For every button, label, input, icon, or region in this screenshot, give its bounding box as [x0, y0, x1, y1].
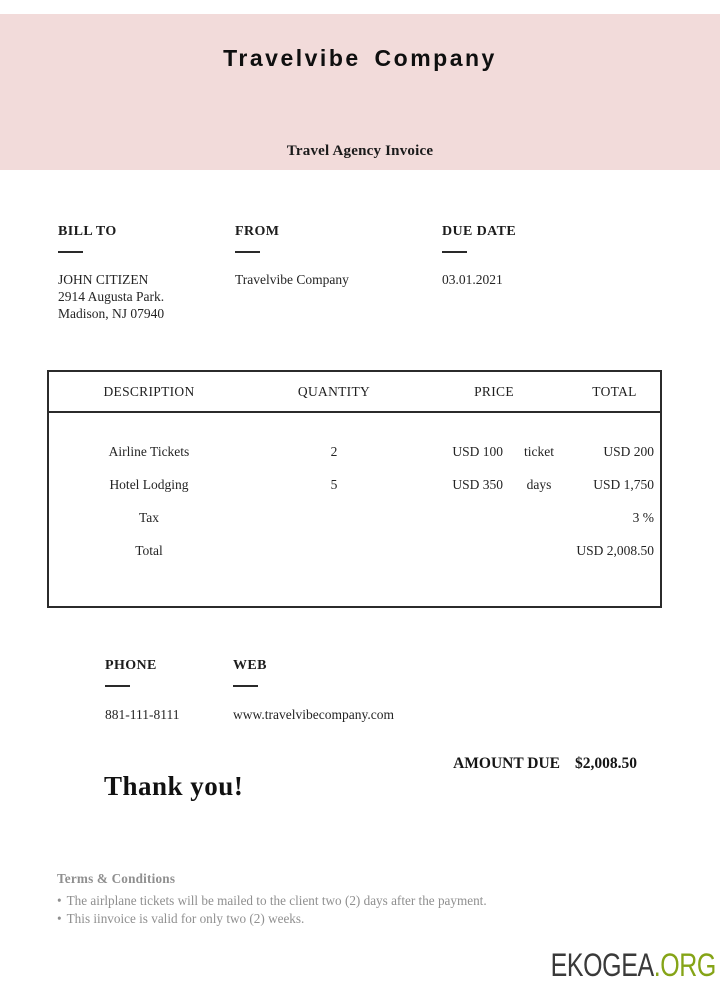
- terms-item: [57, 892, 487, 910]
- cell-unit: ticket: [524, 443, 554, 459]
- from-section: [235, 224, 425, 288]
- terms-item-text: This iinvoice is valid for only two (2) weeks.: [66, 911, 305, 926]
- thank-you-text: Thank you!: [104, 771, 244, 801]
- bill-to-city: Madison, NJ 07940: [58, 306, 165, 321]
- web-value: www.travelvibecompany.com: [233, 707, 394, 722]
- cell-quantity: 5: [330, 476, 338, 492]
- bill-to-name: JOHN CITIZEN: [58, 272, 149, 287]
- invoice-subtitle: Travel Agency Invoice: [286, 143, 434, 159]
- amount-due: [453, 755, 637, 773]
- due-date-section: [442, 224, 602, 288]
- terms-item-text: The airlplane tickets will be mailed to the client two (2) days after the payment.: [66, 893, 487, 908]
- cell-total: USD 200: [603, 443, 654, 459]
- col-header-quantity: QUANTITY: [297, 383, 371, 399]
- table-row: [49, 435, 660, 468]
- cell-price: USD 100: [452, 443, 503, 459]
- label-underline: [233, 685, 258, 687]
- table-row: [49, 468, 660, 501]
- table-row-total: [49, 534, 660, 567]
- col-header-description: DESCRIPTION: [103, 383, 195, 399]
- amount-due-value: $2,008.50: [575, 755, 637, 772]
- cell-total: 3 %: [632, 509, 654, 525]
- web-section: [233, 658, 453, 723]
- bullet-glyph: •: [57, 893, 62, 908]
- table-body: [49, 413, 660, 567]
- col-header-price: PRICE: [474, 383, 514, 399]
- label-underline: [58, 251, 83, 253]
- watermark-name: EKOGEA: [550, 947, 654, 983]
- cell-description: Hotel Lodging: [109, 476, 189, 492]
- company-title: Travelvibe Company: [223, 45, 497, 71]
- cell-description: Tax: [138, 509, 160, 525]
- cell-description: Total: [135, 542, 163, 558]
- phone-label: PHONE: [105, 658, 157, 673]
- cell-price: USD 350: [452, 476, 503, 492]
- from-label: FROM: [235, 224, 280, 239]
- phone-value: 881-111-8111: [105, 707, 180, 722]
- table-row-tax: [49, 501, 660, 534]
- from-company: Travelvibe Company: [235, 272, 349, 287]
- amount-due-label: AMOUNT DUE: [453, 755, 560, 772]
- due-date-label: DUE DATE: [442, 224, 517, 239]
- web-label: WEB: [233, 658, 267, 673]
- label-underline: [105, 685, 130, 687]
- table-header-row: [49, 372, 660, 413]
- watermark-tld: .ORG: [653, 947, 716, 983]
- bill-to-address: [58, 271, 228, 322]
- terms-section: [57, 871, 487, 928]
- label-underline: [235, 251, 260, 253]
- cell-description: Airline Tickets: [108, 443, 190, 459]
- bullet-glyph: •: [57, 911, 62, 926]
- label-underline: [442, 251, 467, 253]
- terms-item: [57, 910, 487, 928]
- ekogea-watermark: [551, 947, 716, 984]
- col-header-total: TOTAL: [592, 383, 637, 399]
- header-band: [0, 14, 720, 170]
- bill-to-street: 2914 Augusta Park.: [58, 289, 165, 304]
- phone-section: [105, 658, 225, 723]
- cell-quantity: 2: [330, 443, 338, 459]
- bill-to-section: [58, 224, 228, 322]
- cell-total: USD 2,008.50: [576, 542, 654, 558]
- cell-total: USD 1,750: [593, 476, 654, 492]
- line-items-table: [47, 370, 662, 608]
- due-date-value: 03.01.2021: [442, 272, 503, 287]
- bill-to-label: BILL TO: [58, 224, 117, 239]
- cell-unit: days: [526, 476, 552, 492]
- terms-title: Terms & Conditions: [57, 871, 176, 886]
